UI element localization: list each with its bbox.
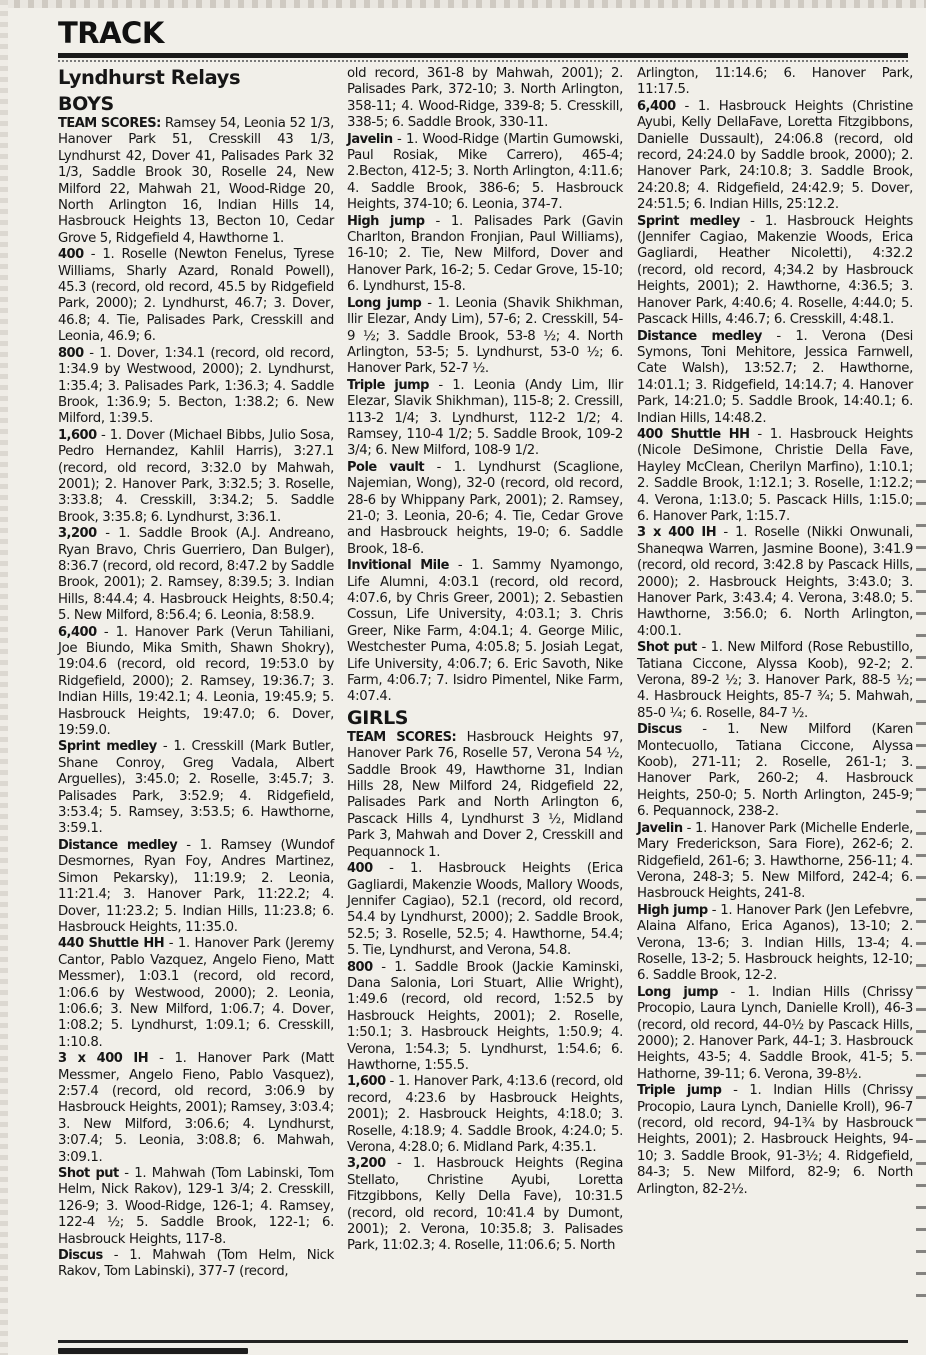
event-name: 6,400: [58, 624, 97, 640]
event-results: - 1. Lyndhurst (Scaglione, Najemian, Wong), 32-0 (record, old record, 28-6 by Whippany Park, 2001); 2. Ramsey, 21-0; 3. Leonia, 20-6; 4. Tie, Cedar Grove and Hasbrouck heights, 19-0; 6. Saddle Brook, 18-6.: [347, 459, 623, 557]
event-name: 3 x 400 IH: [637, 525, 717, 541]
result-entry: [58, 346, 334, 428]
event-results: old record, 361-8 by Mahwah, 2001); 2. Palisades Park, 372-10; 3. North Arlington, 358-11; 4. Wood-Ridge, 339-8; 5. Cresskill, 338-5; 6. Saddle Brook, 330-11.: [347, 66, 623, 131]
event-results: - 1. Hasbrouck Heights (Christine Ayubi, Kelly DellaFave, Loretta Fitzgibbons, Danielle Dussault), 24:06.8 (record, old record, 24:24.0 by Saddle brook, 2000); 2. Hanover Park, 24:10.8; 3. Saddle Brook, 24:20.8; 4. Ridgefield, 24:42.9; 5. Dover, 24:51.5; 6. Indian Hills, 25:12.2.: [637, 98, 913, 213]
event-results: - 1. New Milford (Karen Montecuollo, Tatiana Ciccone, Alyssa Koob), 271-11; 2. Roselle, 261-1; 3. Hanover Park, 260-2; 4. Hasbrouck Heights, 250-0; 5. North Arlington, 245-9; 6. Pequannock, 238-2.: [637, 722, 913, 820]
result-entry: [347, 960, 623, 1075]
result-entry: [637, 214, 913, 329]
event-name: High jump: [347, 213, 425, 229]
result-entry: [347, 66, 623, 132]
result-entry: [347, 1074, 623, 1156]
event-name: Javelin: [637, 820, 683, 836]
result-entry: [347, 558, 623, 706]
event-name: Shot put: [58, 1166, 119, 1181]
result-entry: [58, 625, 334, 740]
event-name: Discus: [637, 722, 682, 738]
event-name: Distance medley: [58, 837, 178, 853]
event-name: Long jump: [347, 295, 422, 311]
result-entry: [58, 1248, 334, 1281]
event-name: 400: [347, 861, 373, 877]
event-name: 1,600: [347, 1074, 386, 1090]
bottom-rule: [58, 1340, 908, 1343]
result-entry: [347, 730, 623, 861]
event-name: Triple jump: [347, 377, 429, 393]
next-article-cut-off: [58, 1345, 358, 1355]
event-name: 800: [347, 959, 373, 975]
result-entry: [637, 985, 913, 1083]
section-title: TRACK: [58, 16, 164, 50]
result-entry: [637, 903, 913, 985]
column-1: [58, 66, 334, 1281]
event-results: - 1. Roselle (Newton Fenelus, Tyrese Williams, Sharly Azard, Ronald Powell), 45.3 (record, old record, 45.5 by Ridgefield Park, 2000); 2. Lyndhurst, 46.7; 3. Dover, 46.8; 4. Tie, Palisades Park, Cresskill and Leonia, 46.9; 6.: [58, 247, 334, 345]
result-entry: [637, 329, 913, 427]
article-headline: Lyndhurst Relays: [58, 66, 241, 89]
event-results: - 1. Hasbrouck Heights (Jennifer Cagiao, Makenzie Woods, Erica Gagliardi, Heather Nicoletti), 4:32.2 (record, old record, 4;34.2 by Hasbrouck Heights, 2001); 2. Hawthorne, 4:36.5; 3. Hanover Park, 4:40.6; 4. Roselle, 4:44.0; 5. Pascack Hills, 4:46.7; 6. Cresskill, 4:48.1.: [637, 213, 913, 328]
result-entry: [637, 99, 913, 214]
event-results: Ramsey 54, Leonia 52 1/3, Hanover Park 51, Cresskill 43 1/3, Lyndhurst 42, Dover 41, Palisades Park 32 1/3, Saddle Brook 30, Roselle 24, New Milford 22, Mahwah 21, Wood-Ridge 20, North Arlington 16, Indian Hills 14, Hasbrouck Heights 13, Becton 10, Cedar Grove 5, Ridgefield 4, Hawthorne 1.: [58, 116, 334, 246]
result-entry: [637, 1083, 913, 1198]
event-results: - 1. Hasbrouck Heights (Regina Stellato, Christine Ayubi, Loretta Fitzgibbons, Kelly Della Fave), 10:31.5 (record, old record, 10:41.4 by Dumont, 2001); 2. Verona, 10:35.8; 3. Palisades Park, 11:02.3; 4. Roselle, 11:06.6; 5. North: [347, 1156, 623, 1254]
event-name: 800: [58, 345, 84, 361]
event-results: - 1. Dover (Michael Bibbs, Julio Sosa, Pedro Hernandez, Kahlil Harris), 3:27.1 (record, old record, 3:32.0 by Mahwah, 2001); 2. Hanover Park, 3:32.5; 3. Roselle, 3:33.8; 4. Cresskill, 3:34.2; 5. Saddle Brook, 3:35.8; 6. Lyndhurst, 3:36.1.: [58, 427, 334, 525]
column-2: [347, 66, 623, 1255]
event-name: Shot put: [637, 640, 697, 656]
event-name: 400 Shuttle HH: [637, 426, 750, 442]
boys-heading: BOYS: [58, 93, 114, 115]
result-entry: [637, 66, 913, 99]
event-name: 3,200: [347, 1156, 386, 1172]
event-results: - 1. Hanover Park (Michelle Enderle, Mary Frederickson, Sara Fiore), 262-6; 2. Ridgefield, 261-6; 3. Hawthorne, 256-11; 4. Verona, 248-3; 5. New Milford, 242-4; 6. Hasbrouck Heights, 241-8.: [637, 820, 913, 902]
event-results: - 1. Hanover Park (Jen Lefebvre, Alaina Alfano, Erica Aganos), 13-10; 2. Verona, 13-6; 3. Indian Hills, 13-4; 4. Roselle, 13-2; 5. Hasbrouck heights, 12-10; 6. Saddle Brook, 12-2.: [637, 902, 913, 984]
event-name: 6,400: [637, 98, 676, 114]
event-results: Hasbrouck Heights 97, Hanover Park 76, Roselle 57, Verona 54 ½, Saddle Brook 49, Hawthorne 31, Indian Hills 28, New Milford 24, Ridgefield 22, Palisades Park and North Arlington 6, Pascack Hills 4, Lyndhurst 3 ½, Midland Park 3, Mahwah and Dover 2, Cresskill and Pequannock 1.: [347, 729, 623, 860]
event-results: - 1. Hasbrouck Heights (Erica Gagliardi, Makenzie Woods, Mallory Woods, Jennifer Cagiao), 52.1 (record, old record, 54.4 by Lyndhurst, 2000); 2. Saddle Brook, 52.5; 3. Roselle, 52.5; 4. Hawthorne, 54.4; 5. Tie, Lyndhurst, and Verona, 54.8.: [347, 861, 623, 959]
event-name: 400: [58, 247, 84, 263]
result-entry: [347, 296, 623, 378]
event-name: 3 x 400 IH: [58, 1051, 149, 1067]
event-results: - 1. Wood-Ridge (Martin Gumowski, Paul Rosiak, Mike Carrero), 465-4; 2.Becton, 412-5; 3. North Arlington, 4:11.6; 4. Saddle Brook, 386-6; 5. Hasbrouck Heights, 374-10; 6. Leonia, 374-7.: [347, 131, 623, 213]
event-results: - 1. Saddle Brook (A.J. Andreano, Ryan Bravo, Chris Guerriero, Dan Bulger), 8:36.7 (record, old record, 8:47.2 by Saddle Brook, 2001); 2. Ramsey, 8:39.5; 3. Indian Hills, 8:44.4; 4. Hasbrouck Heights, 8:50.4; 5. New Milford, 8:56.4; 6. Leonia, 8:58.9.: [58, 526, 334, 624]
result-entry: [637, 821, 913, 903]
header-rule: [58, 53, 908, 58]
section-header: [0, 0, 926, 56]
result-entry: [347, 214, 623, 296]
girls-results: [347, 730, 623, 1255]
boys-results: [58, 116, 334, 1281]
boys-results-continued: [347, 66, 623, 706]
event-name: TEAM SCORES:: [347, 729, 457, 745]
result-entry: [637, 427, 913, 525]
event-results: - 1. New Milford (Rose Rebustillo, Tatiana Ciccone, Alyssa Koob), 92-2; 2. Verona, 89-2 ½; 3. Hanover Park, 88-5 ½; 4. Hasbrouck Heights, 85-7 ¾; 5. Mahwah, 85-0 ¼; 6. Roselle, 84-7 ½.: [637, 640, 913, 721]
event-name: 1,600: [58, 427, 97, 443]
event-name: Sprint medley: [58, 739, 157, 755]
result-entry: [347, 378, 623, 460]
result-entry: [58, 739, 334, 837]
event-results: - 1. Cresskill (Mark Butler, Shane Conroy, Greg Vadala, Albert Arguelles), 3:45.0; 2. Roselle, 3:45.7; 3. Palisades Park, 3:52.9; 4. Ridgefield, 3:53.4; 5. Ramsey, 3:53.5; 6. Hawthorne, 3:59.1.: [58, 739, 334, 837]
result-entry: [637, 525, 913, 640]
result-entry: [347, 132, 623, 214]
result-entry: [58, 1051, 334, 1166]
event-results: - 1. Palisades Park (Gavin Charlton, Brandon Fronjian, Paul Williams), 16-10; 2. Tie, New Milford, Dover and Hanover Park, 16-2; 5. Cedar Grove, 15-10; 6. Lyndhurst, 15-8.: [347, 213, 623, 295]
event-results: - 1. Sammy Nyamongo, Life Alumni, 4:03.1 (record, old record, 4:07.6, by Chris Greer, 2001); 2. Sebastien Cossun, Life University, 4:03.1; 3. Chris Greer, Nike Farm, 4:04.1; 4. George Milic, Westchester Puma, 4:05.8; 5. Josiah Legat, Life University, 4:06.7; 6. Eric Savoth, Nike Farm, 4:06.7; 7. Isidro Pimentel, Nike Farm, 4:07.4.: [347, 558, 623, 705]
adjacent-page-bleed: [916, 480, 926, 1310]
event-name: TEAM SCORES:: [58, 116, 161, 131]
girls-results-continued: [637, 66, 913, 1198]
event-results: - 1. Roselle (Nikki Onwunali, Shaneqwa Warren, Jasmine Boone), 3:41.9 (record, old record, 3:42.8 by Pascack Hills, 2000); 2. Hasbrouck Heights, 3:43.0; 3. Hanover Park, 3:43.4; 4. Verona, 3:48.0; 5. Hawthorne, 3:56.0; 6. North Arlington, 4:00.1.: [637, 525, 913, 639]
event-results: - 1. Dover, 1:34.1 (record, old record, 1:34.9 by Westwood, 2000); 2. Lyndhurst, 1:35.4; 3. Palisades Park, 1:36.3; 4. Saddle Brook, 1:36.9; 5. Becton, 1:38.2; 6. New Milford, 1:39.5.: [58, 345, 334, 427]
event-results: - 1. Hanover Park (Verun Tahiliani, Joe Biundo, Mika Smith, Shawn Shokry), 19:04.6 (record, old record, 19:53.0 by Ridgefield, 2000); 2. Ramsey, 19:36.7; 3. Indian Hills, 19:42.1; 4. Leonia, 19:45.9; 5. Hasbrouck Heights, 19:47.0; 6. Dover, 19:59.0.: [58, 624, 334, 739]
result-entry: [347, 460, 623, 558]
event-name: Pole vault: [347, 459, 425, 475]
event-results: Arlington, 11:14.6; 6. Hanover Park, 11:17.5.: [637, 66, 913, 98]
event-name: 440 Shuttle HH: [58, 936, 165, 952]
event-results: - 1. Leonia (Shavik Shikhman, Ilir Elezar, Andy Lim), 57-6; 2. Cresskill, 54-9 ½; 3. Saddle Brook, 53-8 ½; 4. North Arlington, 53-5; 5. Lyndhurst, 53-0 ½; 6. Hanover Park, 52-7 ½.: [347, 295, 623, 377]
event-results: - 1. Ramsey (Wundof Desmornes, Ryan Foy, Andres Martinez, Simon Pekarsky), 11:19.9; 2. Leonia, 11:21.4; 3. Hanover Park, 11:22.2; 4. Dover, 11:23.2; 5. Indian Hills, 11:23.8; 6. Hasbrouck Heights, 11:35.0.: [58, 837, 334, 935]
result-entry: [637, 722, 913, 820]
result-entry: [58, 838, 334, 936]
event-name: Long jump: [637, 984, 718, 1000]
result-entry: [58, 936, 334, 1051]
result-entry: [58, 247, 334, 345]
event-results: - 1. Indian Hills (Chrissy Procopio, Laura Lynch, Danielle Kroll), 96-7 (record, old record, 94-1¾ by Hasbrouck Heights, 2001); 2. Hasbrouck Heights, 94-10; 3. Saddle Brook, 91-3½; 4. Ridgefield, 84-3; 5. New Milford, 82-9; 6. North Arlington, 82-2½.: [637, 1083, 913, 1197]
event-name: Distance medley: [637, 328, 762, 344]
event-results: - 1. Hasbrouck Heights (Nicole DeSimone, Christie Della Fave, Hayley McClean, Cherilyn Marfino), 1:10.1; 2. Saddle Brook, 1:12.1; 3. Roselle, 1:12.2; 4. Verona, 1:13.0; 5. Pascack Hills, 1:15.0; 6. Hanover Park, 1:15.7.: [637, 426, 913, 524]
event-name: High jump: [637, 902, 708, 918]
event-results: - 1. Hanover Park, 4:13.6 (record, old record, 4:23.6 by Hasbrouck Heights, 2001); 2. Hasbrouck Heights, 4:18.0; 3. Roselle, 4:18.9; 4. Saddle Brook, 4:24.0; 5. Verona, 4:28.0; 6. Midland Park, 4:35.1.: [347, 1074, 623, 1155]
result-entry: [58, 1166, 334, 1248]
event-results: - 1. Hanover Park (Jeremy Cantor, Pablo Vazquez, Angelo Fieno, Matt Messmer), 1:03.1 (record, old record, 1:06.6 by Westwood, 2000); 2. Leonia, 1:06.6; 3. New Milford, 1:06.7; 4. Dover, 1:08.2; 5. Lyndhurst, 1:09.1; 6. Cresskill, 1:10.8.: [58, 936, 334, 1050]
event-results: - 1. Mahwah (Tom Helm, Nick Rakov, Tom Labinski), 377-7 (record,: [58, 1248, 334, 1280]
page-edge-left: [0, 0, 8, 1355]
result-entry: [58, 116, 334, 247]
result-entry: [58, 526, 334, 624]
event-name: 3,200: [58, 526, 97, 542]
event-name: Discus: [58, 1248, 103, 1264]
result-entry: [347, 861, 623, 959]
event-results: - 1. Mahwah (Tom Labinski, Tom Helm, Nick Rakov), 129-1 3/4; 2. Cresskill, 126-9; 3. Wood-Ridge, 126-1; 4. Ramsey, 122-4 ½; 5. Saddle Brook, 122-1; 6. Hasbrouck Heights, 117-8.: [58, 1166, 334, 1247]
event-name: Invitional Mile: [347, 558, 449, 574]
result-entry: [58, 428, 334, 526]
event-name: Triple jump: [637, 1083, 722, 1099]
event-results: - 1. Indian Hills (Chrissy Procopio, Laura Lynch, Danielle Kroll), 46-3 (record, old record, 44-0½ by Pascack Hills, 2000); 2. Hanover Park, 44-1; 3. Hasbrouck Heights, 43-5; 4. Saddle Brook, 41-5; 5. Hathorne, 39-11; 6. Verona, 39-8½.: [637, 984, 913, 1082]
event-name: Sprint medley: [637, 213, 740, 229]
event-results: - 1. Hanover Park (Matt Messmer, Angelo Fieno, Pablo Vasquez), 2:57.4 (record, old record, 3:06.9 by Hasbrouck Heights, 2001); Ramsey, 3:03.4; 3. New Milford, 3:06.6; 4. Lyndhurst, 3:07.4; 5. Leonia, 3:08.8; 6. Mahwah, 3:09.1.: [58, 1051, 334, 1165]
result-entry: [347, 1156, 623, 1254]
event-results: - 1. Saddle Brook (Jackie Kaminski, Dana Salonia, Lori Stuart, Allie Wright), 1:49.6 (record, old record, 1:52.5 by Hasbrouck Heights, 2001); 2. Roselle, 1:50.1; 3. Hasbrouck Heights, 1:50.9; 4. Verona, 1:54.3; 5. Lyndhurst, 1:54.6; 6. Hawthorne, 1:55.5.: [347, 959, 623, 1073]
event-results: - 1. Leonia (Andy Lim, Ilir Elezar, Slavik Shikhman), 115-8; 2. Cressill, 113-2 1/4; 3. Lyndhurst, 112-2 1/2; 4. Ramsey, 110-4 1/2; 5. Saddle Brook, 109-2 3/4; 6. New Milford, 108-9 1/2.: [347, 377, 623, 459]
event-name: Javelin: [347, 131, 393, 147]
event-results: - 1. Verona (Desi Symons, Toni Mehitore, Jessica Farnwell, Cate Walsh), 13:52.7; 2. Hawthorne, 14:01.1; 3. Ridgefield, 14:14.7; 4. Hanover Park, 14:21.0; 5. Saddle Brook, 14:40.1; 6. Indian Hills, 14:48.2.: [637, 328, 914, 426]
header-dotted-rule: [58, 60, 908, 62]
girls-heading: GIRLS: [347, 706, 409, 729]
result-entry: [637, 640, 913, 722]
column-3: [637, 66, 913, 1198]
